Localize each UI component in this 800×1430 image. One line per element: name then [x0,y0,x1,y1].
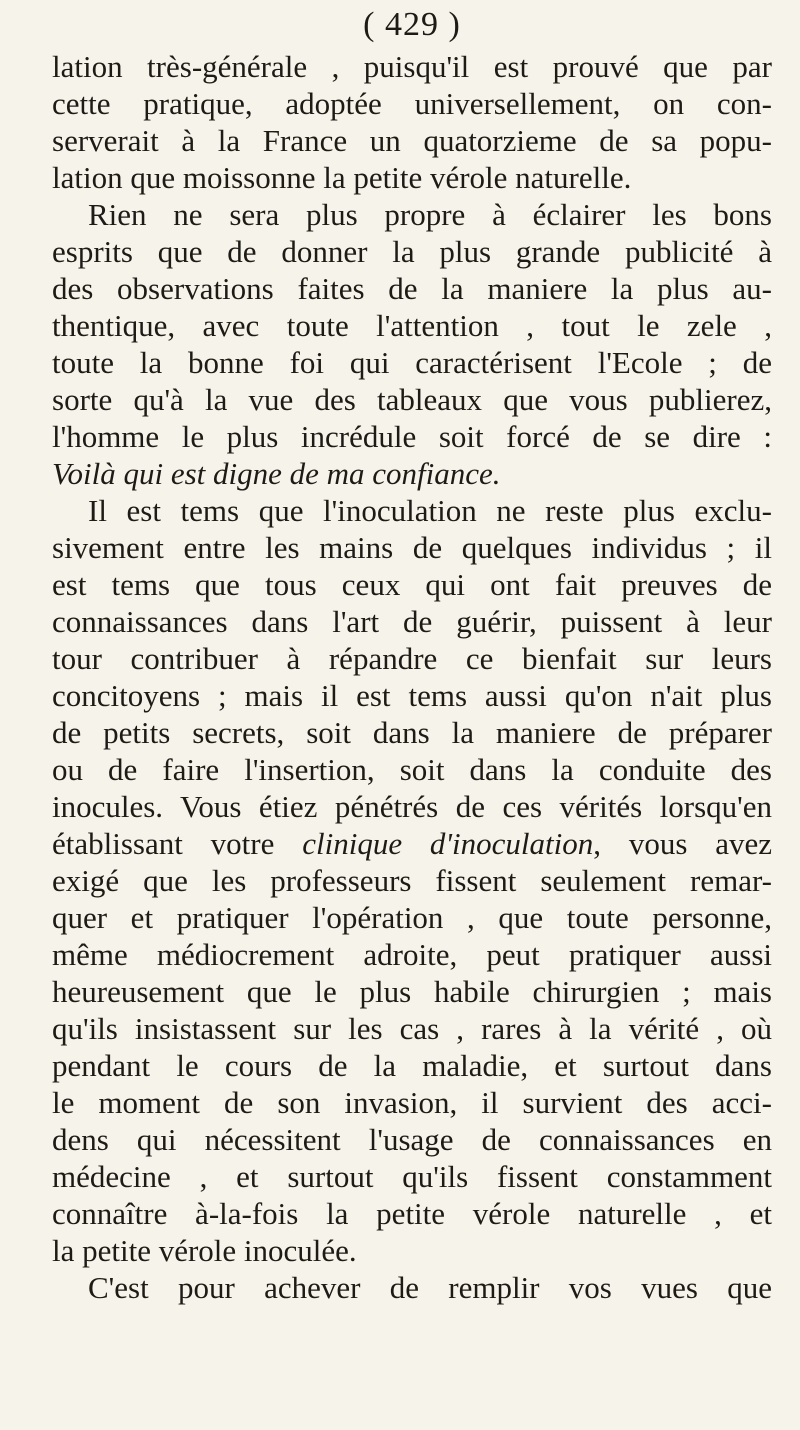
text-line: le moment de son invasion, il survient des acci- [52,1085,772,1120]
text-line: serverait à la France un quatorzieme de sa popu- [52,123,772,158]
text-line: Rien ne sera plus propre à éclairer les bons [88,197,772,232]
text-line: thentique, avec toute l'attention , tout le zele , [52,308,772,343]
text-segment: , vous avez [593,826,772,861]
text-line: pendant le cours de la maladie, et surtout dans [52,1048,772,1083]
text-line: qu'ils insistassent sur les cas , rares à la vérité , où [52,1011,772,1046]
text-line: lation que moissonne la petite vérole naturelle. [52,160,632,195]
text-line: l'homme le plus incrédule soit forcé de se dire : [52,419,772,454]
text-line: heureusement que le plus habile chirurgien ; mais [52,974,772,1009]
text-line: esprits que de donner la plus grande publicité à [52,234,772,269]
text-line: connaissances dans l'art de guérir, puissent à leur [52,604,772,639]
text-line: est tems que tous ceux qui ont fait preuves de [52,567,772,602]
text-line: lation très-générale , puisqu'il est prouvé que par [52,49,772,84]
text-line: de petits secrets, soit dans la maniere de préparer [52,715,772,750]
text-line: toute la bonne foi qui caractérisent l'Ecole ; de [52,345,772,380]
text-line: tour contribuer à répandre ce bienfait sur leurs [52,641,772,676]
text-line: dens qui nécessitent l'usage de connaissances en [52,1122,772,1157]
text-line: même médiocrement adroite, peut pratiquer aussi [52,937,772,972]
text-line: connaître à-la-fois la petite vérole naturelle , et [52,1196,772,1231]
text-line: la petite vérole inoculée. [52,1233,357,1268]
text-line: concitoyens ; mais il est tems aussi qu'on n'ait plus [52,678,772,713]
page-number: ( 429 ) [363,6,461,43]
text-line: C'est pour achever de remplir vos vues que [88,1270,772,1305]
text-line: cette pratique, adoptée universellement, on con- [52,86,772,121]
text-line: des observations faites de la maniere la plus au- [52,271,772,306]
text-line: ou de faire l'insertion, soit dans la conduite des [52,752,772,787]
text-line-mixed [52,825,772,862]
text-line: inocules. Vous étiez pénétrés de ces vérités lorsqu'en [52,789,772,824]
text-line: médecine , et surtout qu'ils fissent constamment [52,1159,772,1194]
text-line: sivement entre les mains de quelques individus ; il [52,530,772,565]
italic-quote-line: Voilà qui est digne de ma confiance. [52,456,501,491]
text-line: Il est tems que l'inoculation ne reste plus exclu- [88,493,772,528]
text-line: exigé que les professeurs fissent seulement remar- [52,863,772,898]
text-line: quer et pratiquer l'opération , que toute personne, [52,900,772,935]
italic-term: clinique d'inoculation [302,826,594,861]
text-line: sorte qu'à la vue des tableaux que vous publierez, [52,382,772,417]
text-segment: établissant votre [52,826,275,861]
